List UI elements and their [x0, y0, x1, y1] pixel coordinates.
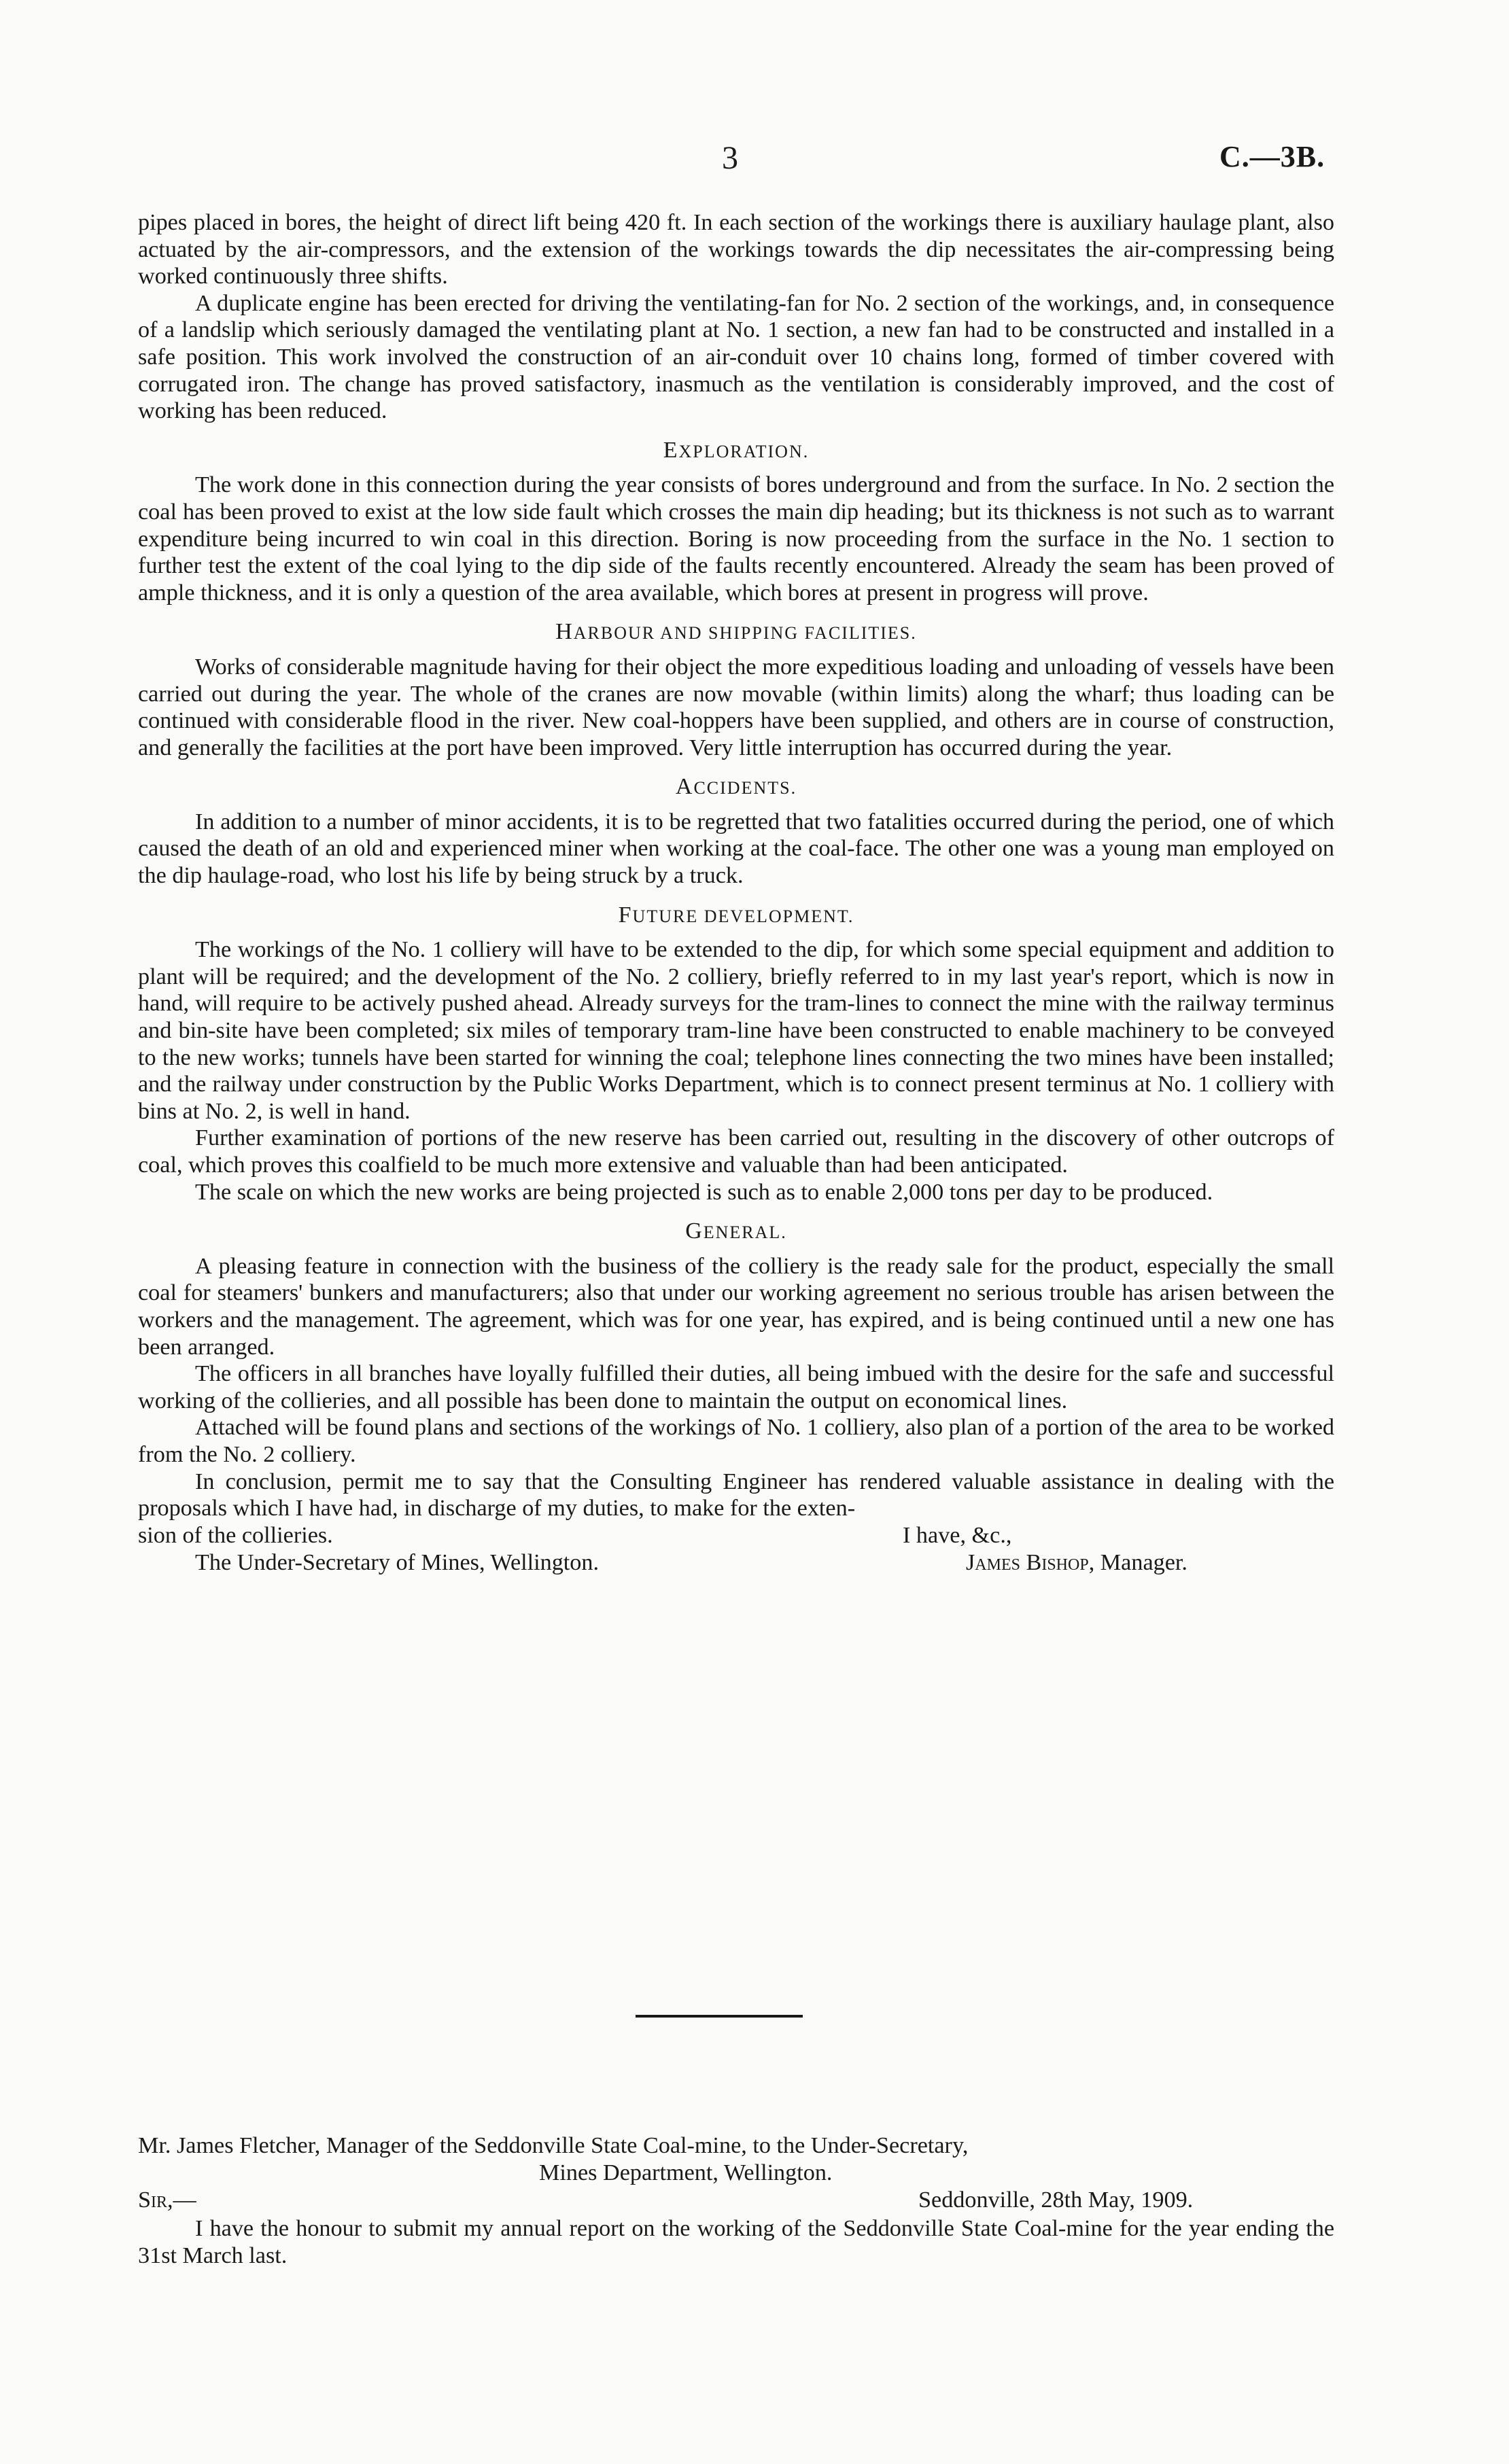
valediction: I have, &c.,: [903, 1522, 1012, 1548]
paragraph: A pleasing feature in connection with the business of the colliery is the ready sale for the product, especially the small coal for steamers' bunkers and manufacturers; also that under our working agreement no serious trouble has arisen between the workers and the management. The agreement, which was for one year, has expired, and is being continued until a new one has been arranged.: [138, 1253, 1334, 1360]
letter-department-line: Mines Department, Wellington.: [539, 2160, 833, 2185]
letter-block: [138, 2132, 1334, 2270]
addressee: The Under-Secretary of Mines, Wellington.: [195, 1549, 600, 1575]
section-heading-harbour: HARBOUR AND SHIPPING FACILITIES.: [555, 619, 917, 645]
signature-title: , Manager.: [1088, 1549, 1187, 1575]
paragraph: In addition to a number of minor accidents, it is to be regretted that two fatalities occurred during the period, one of which caused the death of an old and experienced miner when working at the coal-face. The other one was a young man employed on the dip haulage-road, who lost his life by being struck by a truck.: [138, 809, 1334, 889]
salutation: Sir,—: [138, 2187, 196, 2213]
section-divider: [636, 2015, 803, 2018]
paragraph: The work done in this connection during the year consists of bores underground and from the surface. In No. 2 section the coal has been proved to exist at the low side fault which crosses the main dip heading; but its thickness is not such as to warrant expenditure being incurred to win coal in this direction. Boring is now proceeding from the surface in the No. 1 section to further test the extent of the coal lying to the dip side of the faults recently encountered. Already the seam has been proved of ample thickness, and it is only a question of the area available, which bores at present in progress will prove.: [138, 472, 1334, 605]
paragraph: In conclusion, permit me to say that the Consulting Engineer has rendered valuable assistance in dealing with the proposals which I have had, in discharge of my duties, to make for the exten-: [138, 1468, 1334, 1521]
report-body: [138, 209, 1334, 1578]
salutation-row: [138, 2187, 1334, 2215]
signature-row: [138, 1549, 1334, 1578]
series-code: C.—3B.: [1219, 140, 1325, 173]
paragraph: The officers in all branches have loyally fulfilled their duties, all being imbued with the desire for the safe and successful working of the collieries, and all possible has been done to maintain the output on economical lines.: [138, 1361, 1334, 1413]
paragraph: I have the honour to submit my annual report on the working of the Seddonville State Coal-mine for the year ending the 31st March last.: [138, 2216, 1334, 2268]
page-number: 3: [722, 140, 738, 176]
paragraph: The workings of the No. 1 colliery will have to be extended to the dip, for which some special equipment and addition to plant will be required; and the development of the No. 2 colliery, briefly referred to in my last year's report, which is now in hand, will require to be actively pushed ahead. Already surveys for the tram-lines to connect the mine with the railway terminus and bin-site have been completed; six miles of temporary tram-line have been constructed to enable machinery to be conveyed to the new works; tunnels have been started for winning the coal; telephone lines connecting the two mines have been installed; and the railway under construction by the Public Works Department, which is to connect present terminus at No. 1 colliery with bins at No. 2, is well in hand.: [138, 937, 1334, 1124]
signature-name: James Bishop: [966, 1549, 1089, 1575]
section-heading-exploration: EXPLORATION.: [663, 437, 810, 463]
signature: [966, 1549, 1187, 1577]
page-header: [0, 139, 1509, 180]
paragraph: pipes placed in bores, the height of direct lift being 420 ft. In each section of the workings there is auxiliary haulage plant, also actuated by the air-compressors, and the extension of the workings towards the dip necessitates the air-compressing being worked continuously three shifts.: [138, 210, 1334, 289]
paragraph: Further examination of portions of the new reserve has been carried out, resulting in the discovery of other outcrops of coal, which proves this coalfield to be much more extensive and valuable than had been anticipated.: [138, 1125, 1334, 1178]
letter-from-line: Mr. James Fletcher, Manager of the Seddonville State Coal-mine, to the Under-Secretary,: [138, 2133, 969, 2158]
paragraph: The scale on which the new works are being projected is such as to enable 2,000 tons per day to be produced.: [195, 1179, 1213, 1205]
closing-row: [138, 1522, 1334, 1549]
place-date: Seddonville, 28th May, 1909.: [918, 2187, 1194, 2213]
section-heading-future-development: FUTURE DEVELOPMENT.: [618, 902, 854, 928]
closing-text: sion of the collieries.: [138, 1522, 333, 1548]
paragraph: Attached will be found plans and sections of the workings of No. 1 colliery, also plan of a portion of the area to be worked from the No. 2 colliery.: [138, 1415, 1334, 1467]
paragraph: Works of considerable magnitude having for their object the more expeditious loading and unloading of vessels have been carried out during the year. The whole of the cranes are now movable (within limits) along the wharf; thus loading can be continued with considerable flood in the river. New coal-hoppers have been supplied, and others are in course of construction, and generally the facilities at the port have been improved. Very little interruption has occurred during the year.: [138, 654, 1334, 760]
section-heading-accidents: ACCIDENTS.: [675, 774, 797, 800]
paragraph: A duplicate engine has been erected for driving the ventilating-fan for No. 2 section of the workings, and, in consequence of a landslip which seriously damaged the ventilating plant at No. 1 section, a new fan had to be constructed and installed in a safe position. This work involved the construction of an air-conduit over 10 chains long, formed of timber covered with corrugated iron. The change has proved satisfactory, inasmuch as the ventilation is considerably improved, and the cost of working has been reduced.: [138, 290, 1334, 424]
section-heading-general: GENERAL.: [685, 1218, 787, 1244]
